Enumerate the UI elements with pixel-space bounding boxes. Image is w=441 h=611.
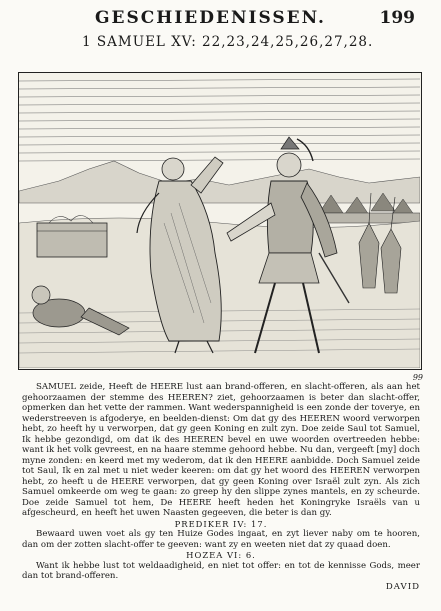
passage-paragraph: SAMUEL zeide, Heeft de HEERE lust aan brand-offeren, en slacht-offeren, als aan het gehoorzaamen der stemme des HEEREN? ziet, gehoorzaamen is beter dan slacht-offer, opmerken dan het vette der rammen. Want wederspannigheid is een zonde der toverye, en wederstreeven is afgoderye, en beelden-dienst: Om dat gy des HEEREN woord verworpen hebt, zo heeft hy u verworpen, dat gy geen Koning en zult zyn. Doe zeide Saul tot Samuel, Ik hebbe gezondigd, om dat ik des HEEREN bevel en uwe woorden overtreeden hebbe: want ik het volk gevreest, en na haare stemme gehoord hebbe. Nu dan, vergeeft [my] doch myne zonden: en keerd met my wederom, dat ik den HEERE aanbidde. Doch Samuel zeide tot Saul, Ik en zal met u niet weder keeren: om dat gy het woord des HEEREN verworpen hebt, zo heeft u de HEERE verworpen, dat gy geen Koning over Israël zult zyn. Als zich Samuel omkeerde om weg te gaan: zo greep hy den slippe zynes mantels, en zy scheurde. Doe zeide Samuel tot hem, De HEERE heeft heden het Koningryke Israëls van u afgescheurd, en heeft het uwen Naasten gegeeven, die beter is dan gy. — [22, 382, 420, 518]
passage-text — [22, 382, 420, 592]
running-title: GESCHIEDENISSEN. — [95, 8, 326, 28]
passage-paragraph: Want ik hebbe lust tot weldaadigheid, en niet tot offer: en tot de kennisse Gods, meer dan tot brand-offeren. — [22, 560, 420, 581]
engraving-artwork — [19, 73, 420, 368]
catchword-signature: DAVID — [385, 581, 420, 592]
passage-paragraph: Bewaard uwen voet als gy ten Huize Godes ingaat, en zyt liever naby om te hooren, dan om der zotten slacht-offer te geeven: want zy en weeten niet dat zy quaad doen. — [22, 529, 420, 550]
scripture-reference: 1 SAMUEL XV: 22,23,24,25,26,27,28. — [82, 34, 374, 50]
engraving-illustration — [18, 72, 422, 370]
page-header — [0, 8, 441, 28]
sky-hatching — [19, 79, 420, 161]
verse-reference: PREDIKER IV: 17. — [174, 518, 268, 529]
plate-number: 99 — [412, 373, 423, 382]
page-number: 199 — [379, 8, 415, 28]
verse-reference: HOZEA VI: 6. — [186, 550, 256, 560]
